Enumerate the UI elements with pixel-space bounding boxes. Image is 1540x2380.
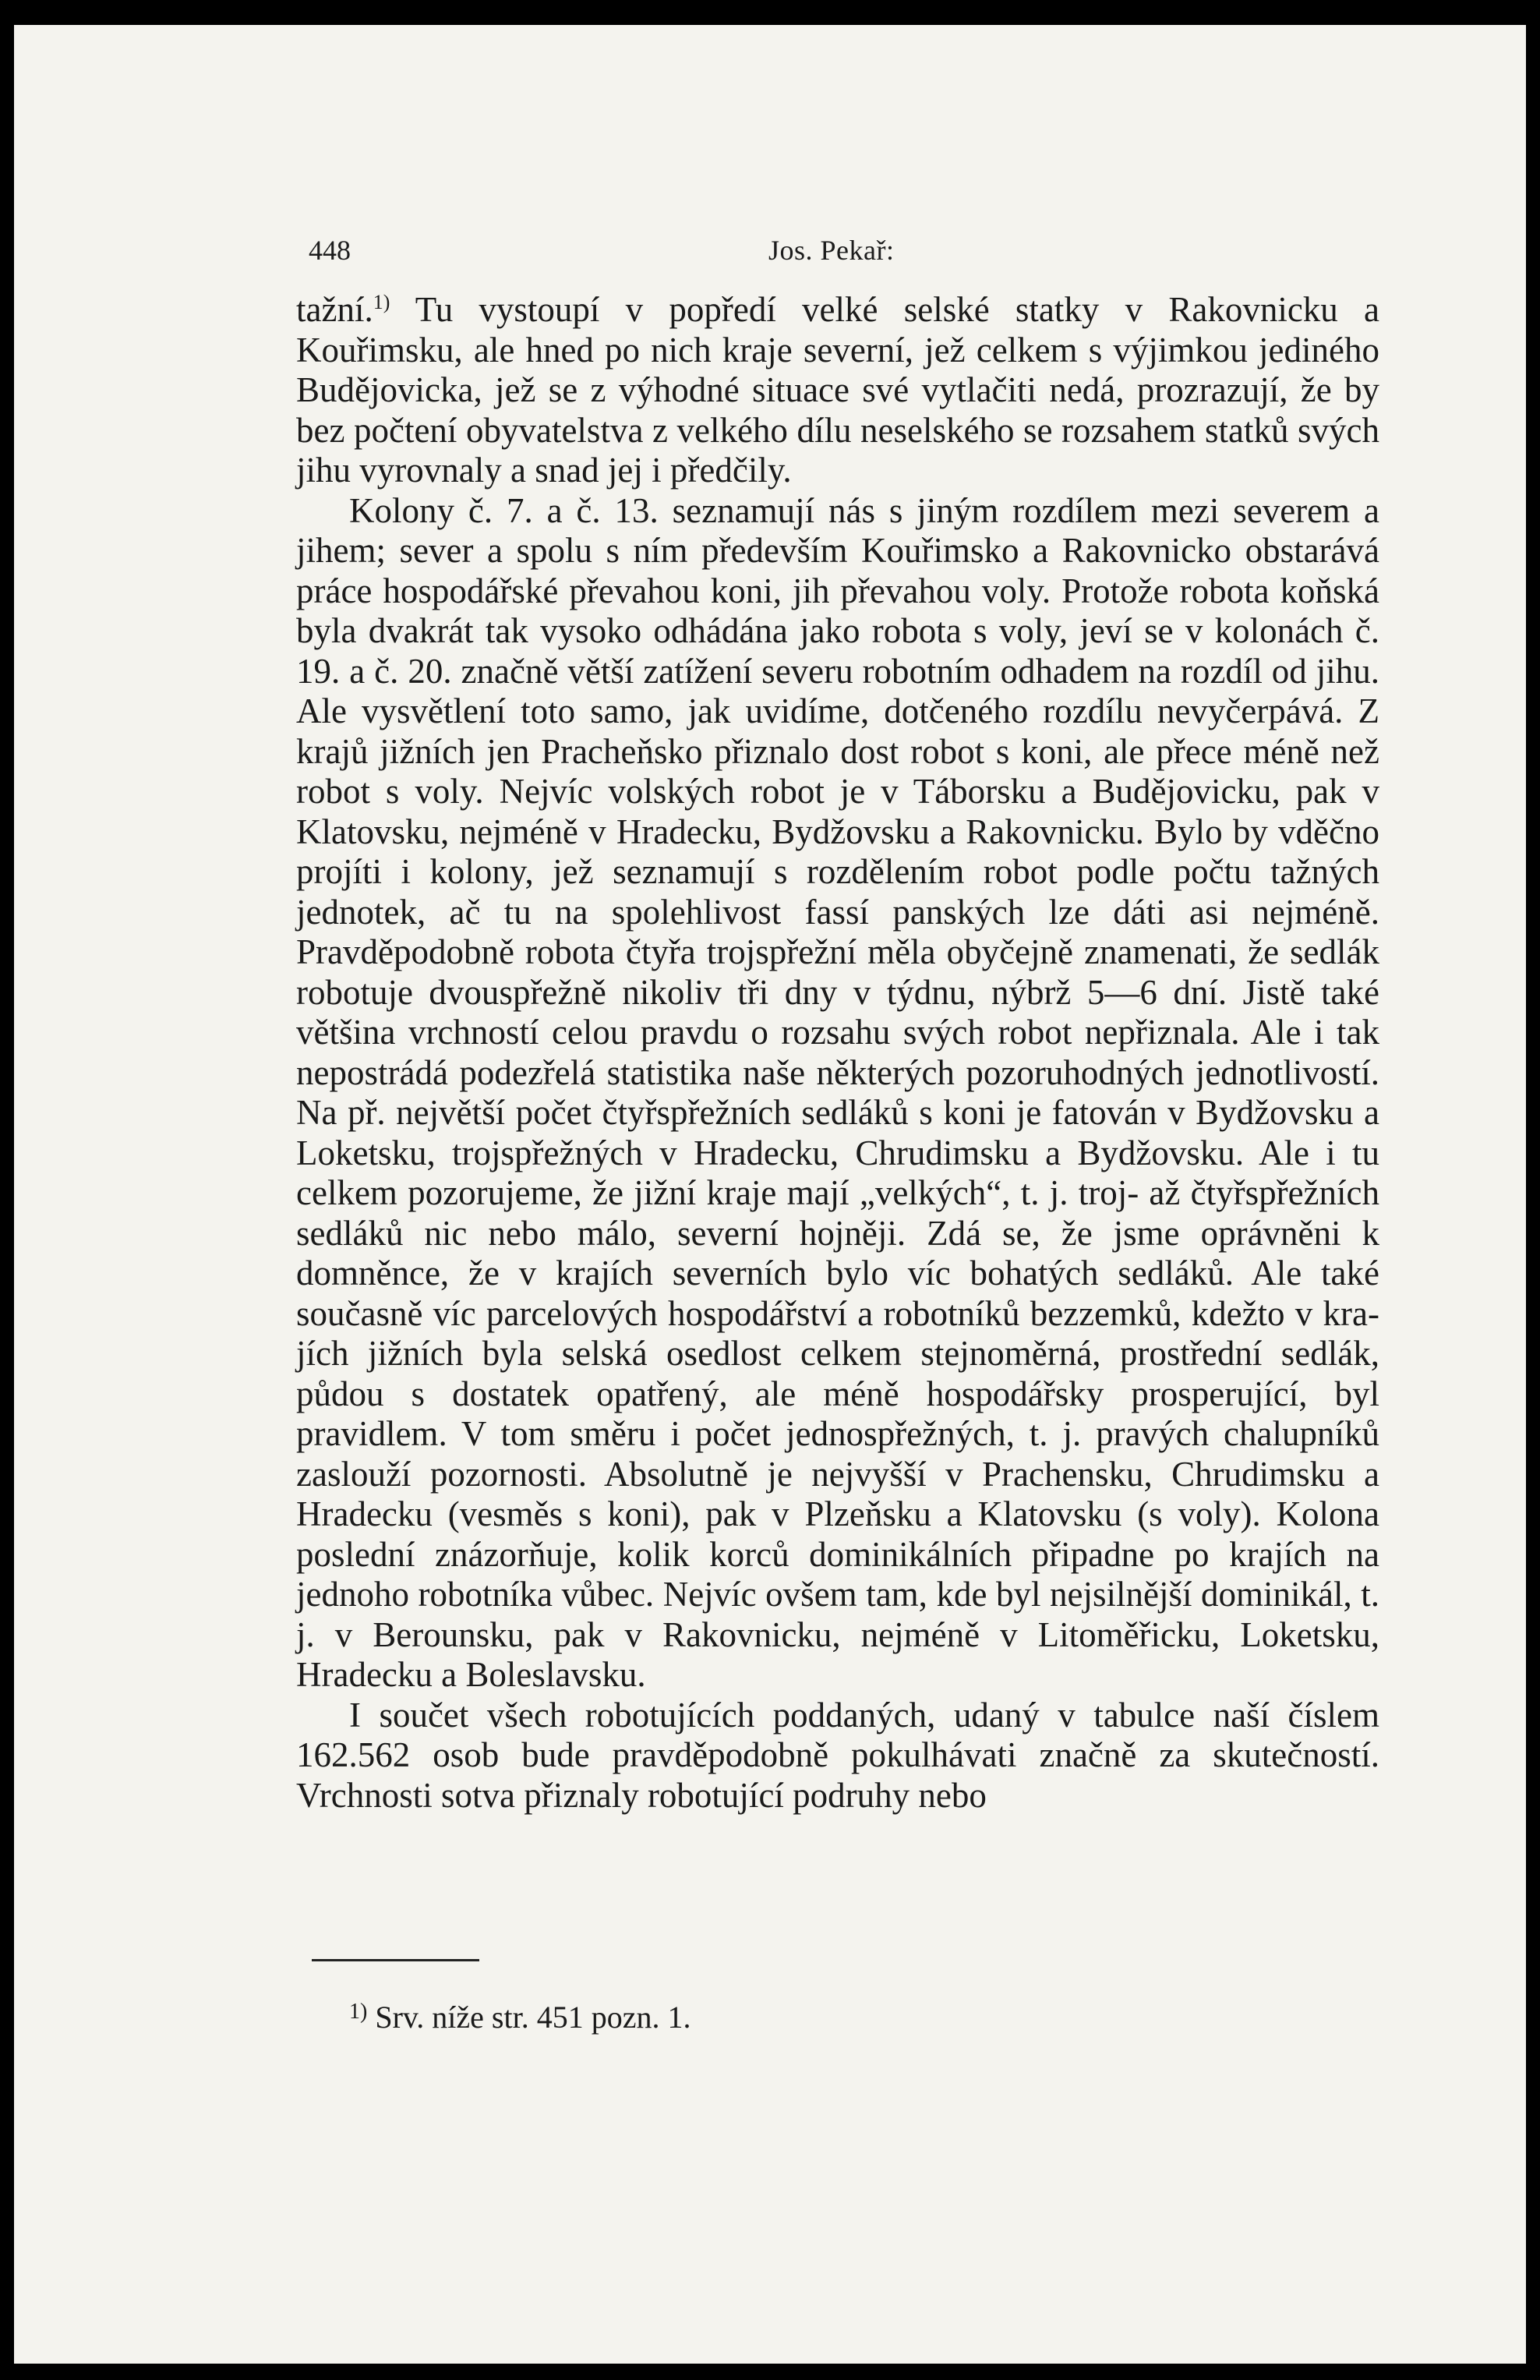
footnote-mark: 1) (349, 2000, 368, 2024)
page-number: 448 (309, 235, 351, 266)
paragraph-3: I součet všech robotujících poddaných, udaný v tabulce naší číslem 162.562 osob bude pravděpodobně pokulhávati značně za skutečností. Vrchnosti sotva přiznaly robotující podruhy nebo (296, 1695, 1379, 1815)
footnote-divider (312, 1959, 479, 1961)
paragraph-1-start: tažní. (296, 290, 373, 329)
page-header (309, 226, 1392, 281)
paragraph-1 (296, 290, 1379, 491)
body-text (296, 290, 1379, 1816)
running-head: Jos. Pekař: (768, 235, 895, 266)
paragraph-1-text: Tu vystoupí v popředí velké selské statky v Rakovnicku a Kouřimsku, ale hned po nich kraje severní, jež celkem s výjimkou jediného Budějovicka, jež se z výhodné situace své vytlačiti nedá, prozrazují, že by bez počtení obyvatelstva z velkého dílu neselského se rozsahem statků svých jihu vyrovnaly a snad jej i předčily. (296, 290, 1379, 490)
footnote-text: Srv. níže str. 451 pozn. 1. (367, 2000, 691, 2035)
paragraph-2: Kolony č. 7. a č. 13. seznamují nás s jiným rozdílem mezi severem a jihem; sever a spolu s ním především Kouřimsko a Rakovnicko obstarává práce hospodářské převahou koni, jih převahou voly. Protože robota koňská byla dvakrát tak vysoko odhádána jako robota s voly, jeví se v kolonách č. 19. a č. 20. značně větší zatížení severu robotním odhadem na rozdíl od jihu. Ale vysvětlení toto samo, jak uvidíme, dotčeného rozdílu nevyčerpává. Z krajů jižních jen Pracheňsko přiznalo dost robot s koni, ale přece méně než robot s voly. Nejvíc volských robot je v Táborsku a Budějovicku, pak v Klatovsku, nejméně v Hradecku, Bydžovsku a Rakovnicku. Bylo by vděčno projíti i kolony, jež seznamují s rozdělením robot podle počtu tažných jednotek, ač tu na spolehlivost fassí panských lze dáti asi nejméně. Pravděpodobně robota čtyřa trojspřežní měla obyčejně znamenati, že sedlák robotuje dvouspřežně nikoliv tři dny v týdnu, nýbrž 5—6 dní. Jistě také většina vrchností celou pravdu o rozsahu svých robot nepřiznala. Ale i tak nepostrádá podezřelá statistika naše některých pozoruhodných jednotlivostí. Na př. největší počet čtyřspřežních sedláků s koni je fatován v Bydžovsku a Loketsku, trojspřežných v Hradecku, Chrudimsku a Bydžovsku. Ale i tu celkem pozorujeme, že jižní kraje mají „velkých“, t. j. troj- až čtyřspřežních sedláků nic nebo málo, severní hojněji. Zdá se, že jsme oprávněni k domněnce, že v krajích severních bylo víc bohatých sedláků. Ale také současně víc parcelových hospodářství a robotníků bezzemků, kdežto v krajích jižních byla selská osedlost celkem stejnoměrná, prostřední sedlák, půdou s dostatek opatřený, ale méně hospodářsky prosperující, byl pravidlem. V tom směru i počet jednospřežných, t. j. pravých chalupníků zaslouží pozornosti. Absolutně je nejvyšší v Prachensku, Chrudimsku a Hradecku (vesměs s koni), pak v Plzeňsku a Klatovsku (s voly). Kolona poslední znázorňuje, kolik korců dominikálních připadne po krajích na jednoho robotníka vůbec. Nejvíc ovšem tam, kde byl nejsilnější dominikál, t. j. v Berounsku, pak v Rakovnicku, nejméně v Litoměřicku, Loketsku, Hradecku a Boleslavsku. (296, 490, 1379, 1694)
footnote-reference: 1) (373, 291, 390, 313)
footnote (349, 1999, 691, 2035)
